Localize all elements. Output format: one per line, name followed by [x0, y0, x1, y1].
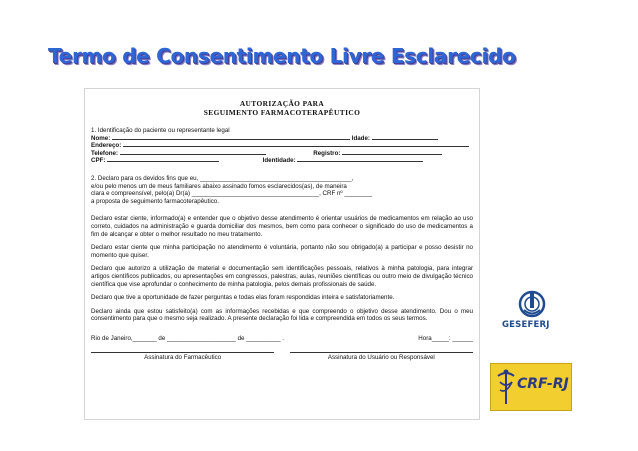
date-time-row [91, 335, 473, 343]
time-line: Hora_____: ______ [418, 334, 473, 342]
label-endereco: Endereço: [91, 142, 122, 150]
blank-endereco [123, 146, 469, 147]
blank-identidade [297, 161, 423, 162]
section-2-line-4: a proposta de seguimento farmacoterapêutico. [91, 197, 219, 205]
label-telefone: Telefone: [91, 149, 119, 157]
gesefrj-logo [500, 290, 566, 350]
heading-line-1: AUTORIZAÇÃO PARA [239, 99, 325, 108]
identification-section [91, 127, 473, 165]
declaration-section [91, 175, 473, 205]
section-2-line-2: e/ou pelo menos um de meus familiares abaixo assinado fomos esclarecidos(as), de maneira [91, 182, 347, 190]
row-endereco [91, 142, 473, 150]
blank-telefone [120, 154, 266, 155]
crfrj-wordmark: CRF-RJ [517, 376, 569, 392]
gesefrj-emblem-icon [500, 290, 566, 320]
signature-row [91, 352, 473, 362]
document-heading [91, 99, 473, 117]
signature-usuario [290, 352, 473, 362]
consent-document [84, 88, 480, 420]
gesefrj-wordmark: GESEFERJ [502, 320, 550, 330]
paragraph-objetivo: Declaro estar ciente, informado(a) e entender que o objetivo desse atendimento é orientar usuários de medicamentos em relação ao uso correto, cuidados na administração e guarda domiciliar dos mesmos, bem como para conhecer o significado do uso de medicamentos a fim de alcançar e obter o melhor resultado no meu tratamento. [91, 215, 473, 238]
blank-nome [112, 139, 350, 140]
label-idade: Idade: [351, 134, 370, 142]
label-cpf: CPF: [91, 157, 106, 165]
blank-idade [372, 139, 438, 140]
row-nome-idade [91, 135, 473, 143]
section-2-line-3: clara e compreensível, pelo(a) Dr(a) _____________________________________, CRF nº ________ [91, 190, 372, 198]
row-cpf-identidade [91, 157, 473, 165]
paragraph-satisfeito: Declaro ainda que estou satisfeito(a) com as informações recebidas e que compreendo o objetivo desse atendimento. Dou o meu consentimento para que o mesmo seja realizado. A presente declaração foi lida e compreendida em todos os seus termos. [91, 307, 473, 323]
signature-line-farmaceutico [91, 352, 274, 353]
slide-title: Termo de Consentimento Livre Esclarecido [48, 44, 516, 68]
signature-farmaceutico [91, 352, 274, 362]
label-identidade: Identidade: [262, 157, 296, 165]
paragraph-autorizo: Declaro que autorizo a utilização de material e documentação sem identificações pessoais, relativos à minha patologia, para integrar artigos científicos publicados, ou apresentações em congressos, palestras, aulas, reuniões científicas ou outro meio de divulgação técnico científica que vise aprofundar o conhecimento de minha patologia, pelos demais profissionais de saúde. [91, 265, 473, 288]
date-line: Rio de Janeiro,_______ de ____________________ de __________ . [91, 334, 285, 342]
signature-line-usuario [290, 352, 473, 353]
signature-label-usuario: Assinatura do Usuário ou Responsável [327, 354, 435, 362]
signature-label-farmaceutico: Assinatura do Farmacêutico [144, 354, 222, 362]
heading-line-2: SEGUIMENTO FARMACOTERAPÊUTICO [203, 108, 361, 117]
paragraph-voluntaria: Declaro estar ciente que minha participação no atendimento é voluntária, portanto não sou obrigado(a) a participar e posso desistir no momento que quiser. [91, 244, 473, 259]
blank-cpf [107, 161, 219, 162]
blank-registro [342, 154, 442, 155]
row-telefone-registro [91, 150, 473, 158]
label-nome: Nome: [91, 134, 111, 142]
paragraph-perguntas: Declaro que tive a oportunidade de fazer perguntas e todas elas foram respondidas inteira e satisfatoriamente. [91, 294, 395, 302]
crfrj-logo [490, 363, 572, 411]
section-1-title: 1. Identificação do paciente ou representante legal [91, 127, 230, 134]
caduceus-icon [494, 368, 518, 408]
section-2-line-1: 2. Declaro para os devidos fins que eu, ____________________________________________, [91, 174, 354, 182]
label-registro: Registro: [313, 149, 341, 157]
